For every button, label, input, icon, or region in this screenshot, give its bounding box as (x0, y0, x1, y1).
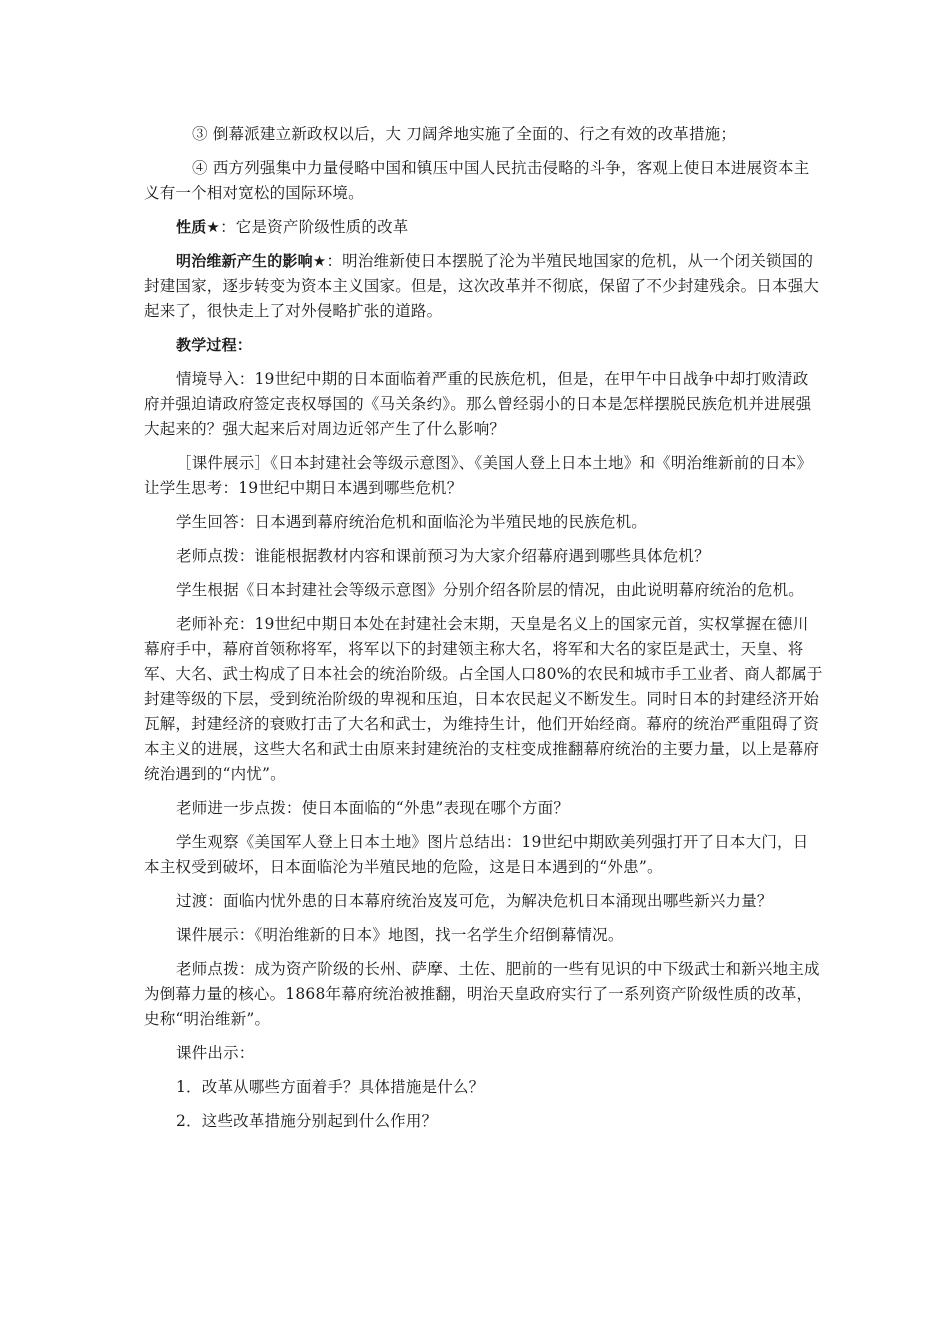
paragraph-courseware-1: ［课件展示］《日本封建社会等级示意图》、《美国人登上日本土地》和《明治维新前的日本》让学生思考：19世纪中期日本遇到哪些危机？ (144, 454, 813, 497)
paragraph-teacher-hint-2: 老师进一步点拨：使日本面临的“外患”表现在哪个方面？ (176, 799, 570, 817)
influence-label: 明治维新产生的影响★ (176, 252, 327, 270)
nature-label: 性质★ (176, 218, 221, 236)
paragraph-student-intro: 学生根据《日本封建社会等级示意图》分别介绍各阶层的情况，由此说明幕府统治的危机。 (176, 581, 805, 599)
paragraph-influence (144, 249, 824, 324)
paragraph-teacher-hint-1: 老师点拨：谁能根据教材内容和课前预习为大家介绍幕府遇到哪些具体危机？ (176, 547, 710, 565)
document-page (144, 122, 824, 1143)
paragraph-courseware-3: 课件出示： (176, 1044, 255, 1062)
paragraph-intro: 情境导入：19世纪中期的日本面临着严重的民族危机，但是，在甲午中日战争中却打败清政府并强迫请政府签定丧权辱国的《马关条约》。那么曾经弱小的日本是怎样摆脱民族危机并进展强大起来的？强大起来后对周边近邻产生了什么影响？ (144, 370, 812, 438)
question-1: 1．改革从哪些方面着手？具体措施是什么？ (176, 1078, 485, 1096)
nature-text: ：它是资产阶级性质的改革 (220, 218, 409, 236)
paragraph-student-answer: 学生回答：日本遇到幕府统治危机和面临沦为半殖民地的民族危机。 (176, 513, 648, 531)
paragraph-nature (144, 215, 824, 240)
paragraph-teacher-hint-3: 老师点拨：成为资产阶级的长州、萨摩、土佐、肥前的一些有见识的中下级武士和新兴地主成为倒幕力量的核心。1868年幕府统治被推翻，明治天皇政府实行了一系列资产阶级性质的改革，史称“明治维新”。 (144, 960, 820, 1028)
paragraph-teacher-supplement: 老师补充：19世纪中期日本处在封建社会末期，天皇是名义上的国家元首，实权掌握在德川幕府手中，幕府首领称将军，将军以下的封建领主称大名，将军和大名的家臣是武士，天皇、将军、大名、武士构成了日本社会的统治阶级。占全国人口80%的农民和城市手工业者、商人都属于封建等级的下层，受到统治阶级的卑视和压迫，日本农民起义不断发生。同时日本的封建经济开始瓦解，封建经济的衰败打击了大名和武士，为维持生计，他们开始经商。幕府的统治严重阻碍了资本主义的进展，这些大名和武士由原来封建统治的支柱变成推翻幕府统治的主要力量，以上是幕府统治遇到的“内忧”。 (144, 615, 823, 783)
paragraph-international-environment: ④ 西方列强集中力量侵略中国和镇压中国人民抗击侵略的斗争，客观上使日本进展资本主义有一个相对宽松的国际环境。 (144, 159, 810, 202)
influence-text: ：明治维新使日本摆脱了沦为半殖民地国家的危机，从一个闭关锁国的封建国家，逐步转变为资本主义国家。但是，这次改革并不彻底，保留了不少封建残余。日本强大起来了，很快走上了对外侵略扩张的道路。 (144, 252, 820, 320)
question-2: 2．这些改革措施分别起到什么作用？ (176, 1112, 438, 1130)
section-heading-teaching-process: 教学过程： (176, 336, 253, 354)
paragraph-courseware-2: 课件展示：《明治维新的日本》地图，找一名学生介绍倒幕情况。 (176, 926, 624, 944)
paragraph-student-observe: 学生观察《美国军人登上日本土地》图片总结出：19世纪中期欧美列强打开了日本大门，日本主权受到破坏，日本面临沦为半殖民地的危险，这是日本遇到的“外患”。 (144, 833, 809, 876)
paragraph-reform-measures: ③ 倒幕派建立新政权以后，大 刀阔斧地实施了全面的、行之有效的改革措施； (192, 125, 737, 143)
paragraph-transition: 过渡：面临内忧外患的日本幕府统治岌岌可危，为解决危机日本涌现出哪些新兴力量？ (176, 892, 773, 910)
